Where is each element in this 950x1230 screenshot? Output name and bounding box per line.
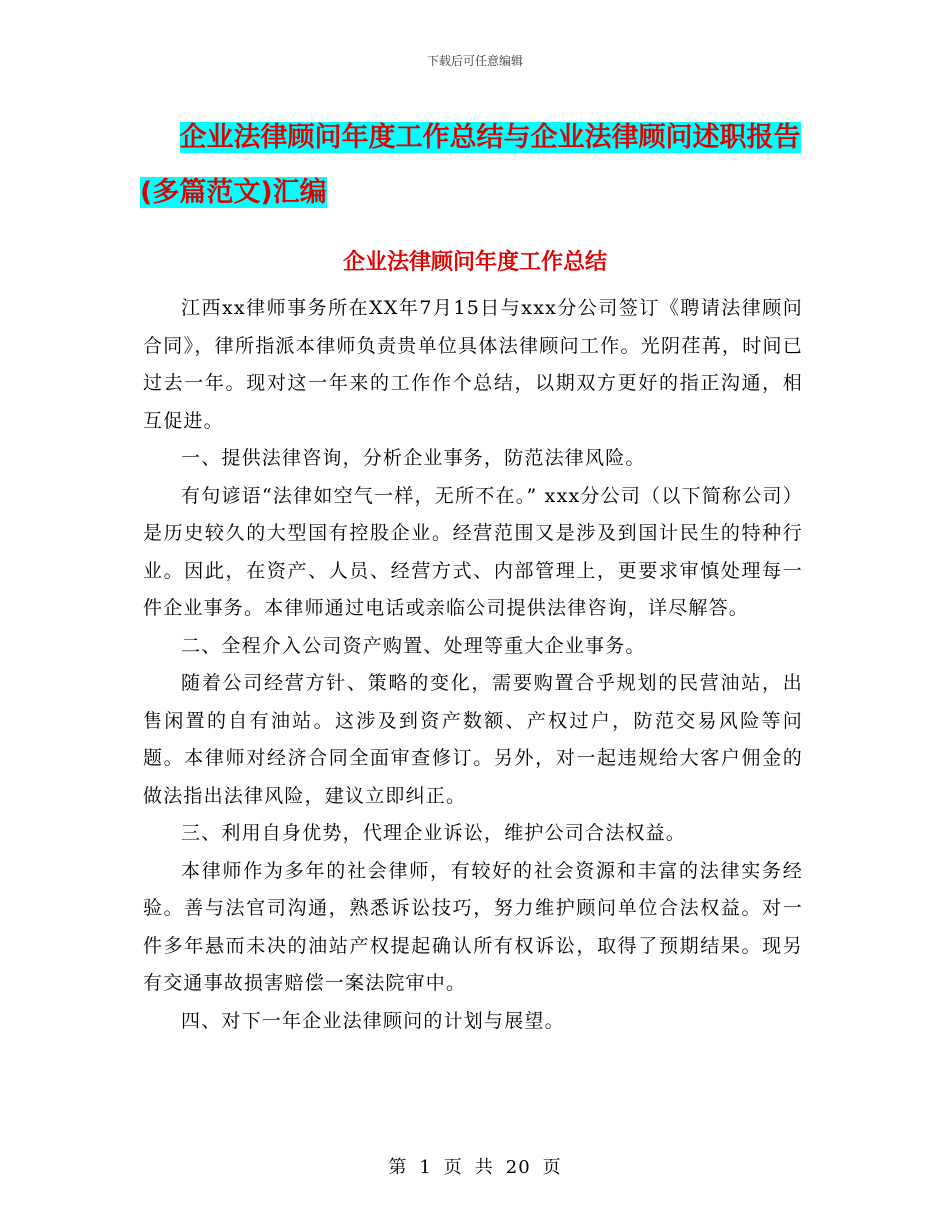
footer-label-unit2: 页 [542, 1157, 562, 1178]
footer-label-total: 共 [474, 1157, 494, 1178]
title-line-2: (多篇范文)汇编 [140, 177, 327, 208]
paragraph: 有句谚语“法律如空气一样，无所不在。” xxx分公司（以下简称公司）是历史较久的大型国有控股企业。经营范围又是涉及到国计民生的特种行业。因此，在资产、人员、经营方式、内部管理上，更要求审慎处理每一件企业事务。本律师通过电话或亲临公司提供法律咨询，详尽解答。 [143, 484, 803, 619]
section-title: 企业法律顾问年度工作总结 [342, 250, 607, 275]
paragraph-heading: 四、对下一年企业法律顾问的计划与展望。 [181, 1009, 565, 1032]
paragraph: 江西xx律师事务所在XX年7月15日与xxx分公司签订《聘请法律顾问合同》，律所指派本律师负责贵单位具体法律顾问工作。光阴荏苒，时间已过去一年。现对这一年来的工作作个总结，以期双方更好的指正沟通，相互促进。 [143, 297, 803, 432]
paragraph: 随着公司经营方针、策略的变化，需要购置合乎规划的民营油站，出售闲置的自有油站。这涉及到资产数额、产权过户，防范交易风险等问题。本律师对经济合同全面审查修订。另外，对一起违规给大客户佣金的做法指出法律风险，建议立即纠正。 [143, 672, 803, 807]
document-title [140, 110, 840, 220]
footer-label-unit: 页 [443, 1157, 463, 1178]
footer-total-pages: 20 [505, 1157, 531, 1178]
footer-label-page: 第 [388, 1157, 408, 1178]
document-body [143, 290, 803, 1040]
paragraph-heading: 三、利用自身优势，代理企业诉讼，维护公司合法权益。 [181, 822, 687, 844]
footer-current-page: 1 [419, 1157, 432, 1178]
title-line-1: 企业法律顾问年度工作总结与企业法律顾问述职报告 [179, 122, 801, 153]
paragraph-heading: 二、全程介入公司资产购置、处理等重大企业事务。 [181, 634, 646, 657]
paragraph-heading: 一、提供法律咨询，分析企业事务，防范法律风险。 [181, 447, 646, 469]
page-footer [0, 1153, 950, 1179]
paragraph: 本律师作为多年的社会律师，有较好的社会资源和丰富的法律实务经验。善与法官司沟通，熟悉诉讼技巧，努力维护顾问单位合法权益。对一件多年悬而未决的油站产权提起确认所有权诉讼，取得了预期结果。现另有交通事故损害赔偿一案法院审中。 [143, 859, 803, 994]
header-note: 下载后可任意编辑 [426, 54, 523, 68]
